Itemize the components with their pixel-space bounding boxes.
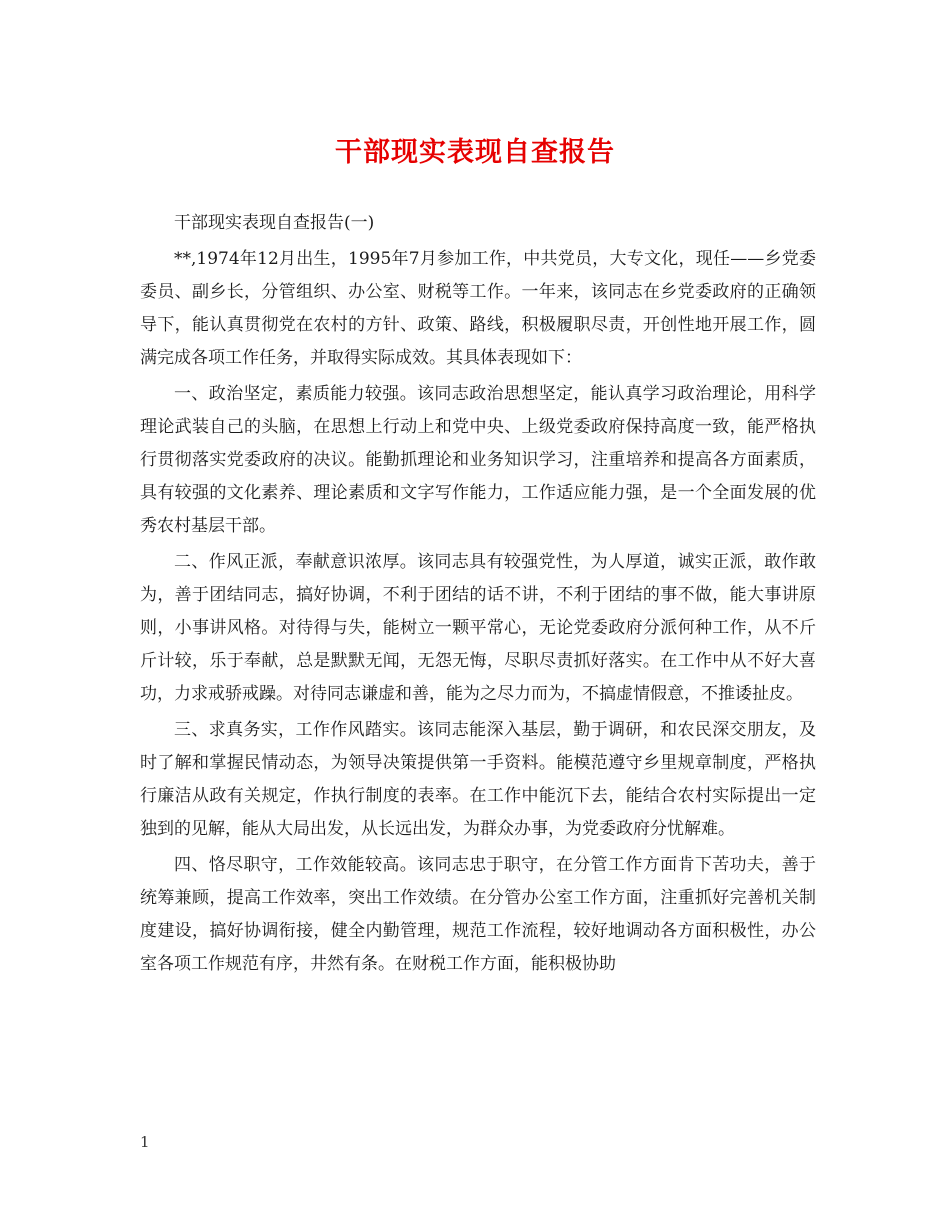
paragraph-section-2: 二、作风正派，奉献意识浓厚。该同志具有较强党性，为人厚道，诚实正派，敢作敢为，善于团结同志，搞好协调，不利于团结的话不讲，不利于团结的事不做，能大事讲原则，小事讲风格。对待得与失，能树立一颗平常心，无论党委政府分派何种工作，从不斤斤计较，乐于奉献，总是默默无闻，无怨无悔，尽职尽责抓好落实。在工作中从不好大喜功，力求戒骄戒躁。对待同志谦虚和善，能为之尽力而为，不搞虚情假意，不推诿扯皮。: [140, 552, 816, 704]
page-number: 1: [140, 1133, 150, 1151]
paragraph-section-4: 四、恪尽职守，工作效能较高。该同志忠于职守，在分管工作方面肯下苦功夫，善于统筹兼顾，提高工作效率，突出工作效绩。在分管办公室工作方面，注重抓好完善机关制度建设，搞好协调衔接，健全内勤管理，规范工作流程，较好地调动各方面积极性，办公室各项工作规范有序，井然有条。在财税工作方面，能积极协助: [140, 855, 816, 974]
paragraph-intro: **,1974年12月出生，1995年7月参加工作，中共党员，大专文化，现任——乡党委委员、副乡长，分管组织、办公室、财税等工作。一年来，该同志在乡党委政府的正确领导下，能认真贯彻党在农村的方针、政策、路线，积极履职尽责，开创性地开展工作，圆满完成各项工作任务，并取得实际成效。其具体表现如下：: [140, 249, 816, 368]
paragraph-section-3: 三、求真务实，工作作风踏实。该同志能深入基层，勤于调研，和农民深交朋友，及时了解和掌握民情动态，为领导决策提供第一手资料。能模范遵守乡里规章制度，严格执行廉洁从政有关规定，作执行制度的表率。在工作中能沉下去，能结合农村实际提出一定独到的见解，能从大局出发，从长远出发，为群众办事，为党委政府分忧解难。: [140, 720, 816, 839]
paragraph-subtitle: 干部现实表现自查报告(一): [174, 213, 375, 233]
document-body: [140, 207, 816, 984]
paragraph-section-1: 一、政治坚定，素质能力较强。该同志政治思想坚定，能认真学习政治理论，用科学理论武装自己的头脑，在思想上行动上和党中央、上级党委政府保持高度一致，能严格执行贯彻落实党委政府的决议。能勤抓理论和业务知识学习，注重培养和提高各方面素质，具有较强的文化素养、理论素质和文字写作能力，工作适应能力强，是一个全面发展的优秀农村基层干部。: [140, 384, 816, 536]
document-title: 干部现实表现自查报告: [335, 137, 615, 168]
